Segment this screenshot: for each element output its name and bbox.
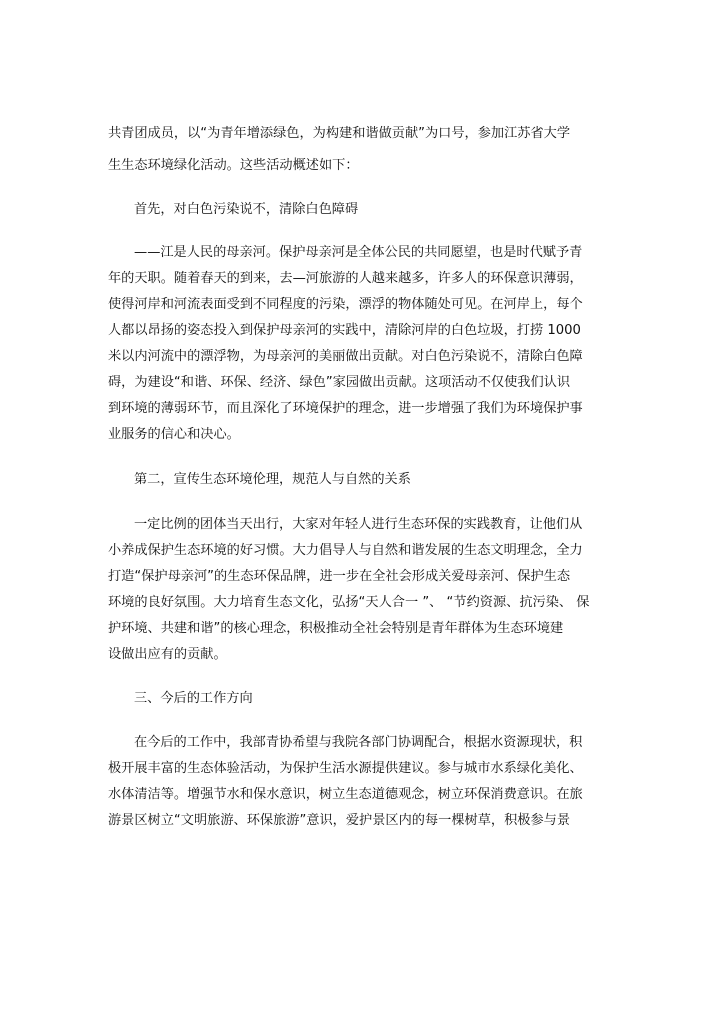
text-line: 一定比例的团体当天出行，大家对年轻人进行生态环保的实践教育，让他们从	[134, 517, 583, 532]
text-line: 到环境的薄弱环节，而且深化了环境保护的理念，进一步增强了我们为环境保护事	[108, 401, 583, 416]
text-line: 小养成保护生态环境的好习惯。大力倡导人与自然和谐发展的生态文明理念，全力	[108, 543, 583, 558]
text-line: 水体清洁等。增强节水和保水意识，树立生态道德观念，树立环保消费意识。在旅	[108, 787, 583, 802]
text-line: 打造“保护母亲河”的生态环保品牌，进一步在全社会形成关爱母亲河、保护生态	[108, 569, 571, 584]
text-line: 设做出应有的贡献。	[108, 647, 227, 662]
text-line: ——江是人民的母亲河。保护母亲河是全体公民的共同愿望，也是时代赋予青	[134, 245, 583, 260]
text-line: 米以内河流中的漂浮物，为母亲河的美丽做出贡献。对白色污染说不，清除白色障	[108, 349, 583, 364]
text-line: 环境的良好氛围。大力培育生态文化，弘扬“天人合一 ”、 “节约资源、抗污染、 保	[108, 595, 590, 610]
section-heading-2: 第二，宣传生态环境伦理，规范人与自然的关系	[134, 472, 411, 487]
text-line: 在今后的工作中，我部青协希望与我院各部门协调配合，根据水资源现状，积	[134, 735, 583, 750]
text-line: 共青团成员，以“为青年增添绿色，为构建和谐做贡献”为口号，参加江苏省大学	[108, 126, 571, 141]
text-line: 使得河岸和河流表面受到不同程度的污染，漂浮的物体随处可见。在河岸上，每个	[108, 297, 583, 312]
text-line: 业服务的信心和决心。	[108, 427, 240, 442]
text-line: 护环境、共建和谐”的核心理念，积极推动全社会特别是青年群体为生态环境建	[108, 621, 564, 636]
text-line: 游景区树立“文明旅游、环保旅游”意识，爱护景区内的每一棵树草，积极参与景	[108, 813, 571, 828]
text-line: 极开展丰富的生态体验活动，为保护生活水源提供建议。参与城市水系绿化美化、	[108, 761, 583, 776]
section-heading-3: 三、今后的工作方向	[134, 691, 253, 706]
text-line: 碍，为建设“和谐、环保、经济、绿色”家园做出贡献。这项活动不仅使我们认识	[108, 375, 571, 390]
text-line: 年的天职。随着春天的到来，去—河旅游的人越来越多，许多人的环保意识薄弱，	[108, 271, 583, 286]
text-line: 人都以昂扬的姿态投入到保护母亲河的实践中，清除河岸的白色垃圾，打捞 1000	[108, 323, 581, 338]
text-line: 生生态环境绿化活动。这些活动概述如下：	[108, 158, 359, 173]
section-heading-1: 首先，对白色污染说不，清除白色障碍	[134, 202, 359, 217]
